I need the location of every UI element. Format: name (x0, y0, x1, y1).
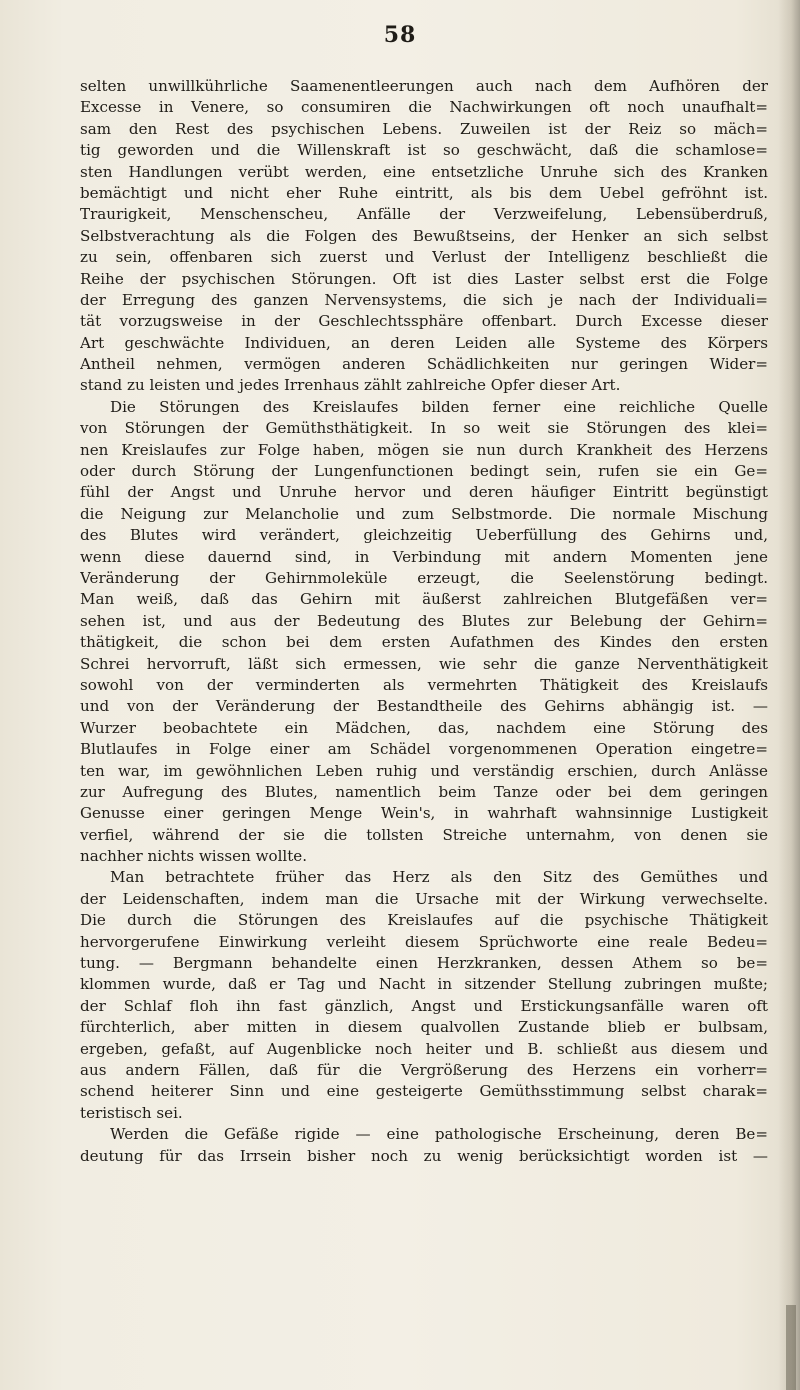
text-line: Werden die Gefäße rigide — eine pathologische Erscheinung, deren Be= (110, 1125, 768, 1144)
text-line: oder durch Störung der Lungenfunctionen bedingt sein, rufen sie ein Ge= (80, 462, 768, 481)
text-line: sten Handlungen verübt werden, eine entsetzliche Unruhe sich des Kranken (80, 162, 768, 181)
text-line: Blutlaufes in Folge einer am Schädel vorgenommenen Operation eingetre= (80, 740, 768, 759)
text-line: hervorgerufene Einwirkung verleiht diesem Sprüchworte eine reale Bedeu= (80, 932, 768, 951)
text-line: zu sein, offenbaren sich zuerst und Verlust der Intelligenz beschließt die (80, 248, 768, 267)
text-line: und von der Veränderung der Bestandtheile des Gehirns abhängig ist. — (80, 697, 768, 716)
text-line: tung. — Bergmann behandelte einen Herzkranken, dessen Athem so be= (80, 954, 768, 973)
text-line: die Neigung zur Melancholie und zum Selbstmorde. Die normale Mischung (80, 504, 768, 523)
text-line: Selbstverachtung als die Folgen des Bewußtseins, der Henker an sich selbst (80, 226, 768, 245)
text-line: sam den Rest des psychischen Lebens. Zuweilen ist der Reiz so mäch= (80, 119, 768, 138)
text-line: tig geworden und die Willenskraft ist so geschwächt, daß die schamlose= (80, 141, 768, 160)
text-line: sowohl von der verminderten als vermehrten Thätigkeit des Kreislaufs (80, 675, 768, 694)
text-line: Die Störungen des Kreislaufes bilden ferner eine reichliche Quelle (110, 397, 768, 416)
text-line: der Schlaf floh ihn fast gänzlich, Angst und Erstickungsanfälle waren oft (80, 996, 768, 1015)
text-line: selten unwillkührliche Saamenentleerungen auch nach dem Aufhören der (80, 77, 768, 95)
text-line: teristisch sei. (80, 1103, 183, 1122)
text-line: Genusse einer geringen Menge Wein's, in wahrhaft wahnsinnige Lustigkeit (80, 804, 768, 823)
text-line: sehen ist, und aus der Bedeutung des Blutes zur Belebung der Gehirn= (80, 611, 768, 630)
text-line: Excesse in Venere, so consumiren die Nachwirkungen oft noch unaufhalt= (80, 98, 768, 117)
text-line: klommen wurde, daß er Tag und Nacht in sitzender Stellung zubringen mußte; (80, 975, 768, 994)
text-line: thätigkeit, die schon bei dem ersten Aufathmen des Kindes den ersten (80, 633, 768, 652)
text-line: Antheil nehmen, vermögen anderen Schädlichkeiten nur geringen Wider= (80, 355, 768, 374)
text-line: fühl der Angst und Unruhe hervor und deren häufiger Eintritt begünstigt (80, 483, 768, 502)
text-line: der Erregung des ganzen Nervensystems, die sich je nach der Individuali= (80, 290, 768, 309)
text-line: Man betrachtete früher das Herz als den Sitz des Gemüthes und (110, 868, 768, 887)
text-line: verfiel, während der sie die tollsten Streiche unternahm, von denen sie (80, 825, 768, 844)
text-line: des Blutes wird verändert, gleichzeitig Ueberfüllung des Gehirns und, (80, 526, 768, 545)
text-line: deutung für das Irrsein bisher noch zu wenig berücksichtigt worden ist — (80, 1146, 768, 1165)
text-line: nachher nichts wissen wollte. (80, 847, 308, 866)
text-line: fürchterlich, aber mitten in diesem qualvollen Zustande blieb er bulbsam, (80, 1018, 768, 1037)
text-line: nen Kreislaufes zur Folge haben, mögen sie nun durch Krankheit des Herzens (80, 440, 768, 459)
text-line: Man weiß, daß das Gehirn mit äußerst zahlreichen Blutgefäßen ver= (80, 590, 768, 609)
page-number: 58 (383, 22, 417, 48)
text-line: zur Aufregung des Blutes, namentlich beim Tanze oder bei dem geringen (80, 782, 768, 801)
text-line: der Leidenschaften, indem man die Ursache mit der Wirkung verwechselte. (80, 889, 768, 908)
text-line: ten war, im gewöhnlichen Leben ruhig und verständig erschien, durch Anlässe (80, 761, 768, 780)
body-text (80, 76, 768, 1167)
text-line: Traurigkeit, Menschenscheu, Anfälle der Verzweifelung, Lebensüberdruß, (80, 205, 768, 224)
text-line: Schrei hervorruft, läßt sich ermessen, wie sehr die ganze Nerventhätigkeit (80, 654, 768, 673)
text-line: Wurzer beobachtete ein Mädchen, das, nachdem eine Störung des (80, 718, 768, 737)
text-line: Die durch die Störungen des Kreislaufes auf die psychische Thätigkeit (80, 911, 768, 930)
text-line: aus andern Fällen, daß für die Vergrößerung des Herzens ein vorherr= (80, 1060, 768, 1079)
text-line: Veränderung der Gehirnmoleküle erzeugt, die Seelenstörung bedingt. (80, 568, 768, 587)
text-line: wenn diese dauernd sind, in Verbindung mit andern Momenten jene (80, 547, 768, 566)
text-line: Art geschwächte Individuen, an deren Leiden alle Systeme des Körpers (80, 333, 768, 352)
text-line: ergeben, gefaßt, auf Augenblicke noch heiter und B. schließt aus diesem und (80, 1039, 768, 1058)
text-line: bemächtigt und nicht eher Ruhe eintritt, als bis dem Uebel gefröhnt ist. (80, 183, 768, 202)
text-line: Reihe der psychischen Störungen. Oft ist dies Laster selbst erst die Folge (80, 269, 768, 288)
page-edge-shadow (778, 0, 800, 1390)
text-line: schend heiterer Sinn und eine gesteigerte Gemüthsstimmung selbst charak= (80, 1082, 768, 1101)
text-line: tät vorzugsweise in der Geschlechtssphäre offenbart. Durch Excesse dieser (80, 312, 768, 331)
page-edge-mark (786, 1305, 796, 1390)
text-line: von Störungen der Gemüthsthätigkeit. In so weit sie Störungen des klei= (80, 419, 768, 438)
text-line: stand zu leisten und jedes Irrenhaus zählt zahlreiche Opfer dieser Art. (80, 376, 621, 395)
